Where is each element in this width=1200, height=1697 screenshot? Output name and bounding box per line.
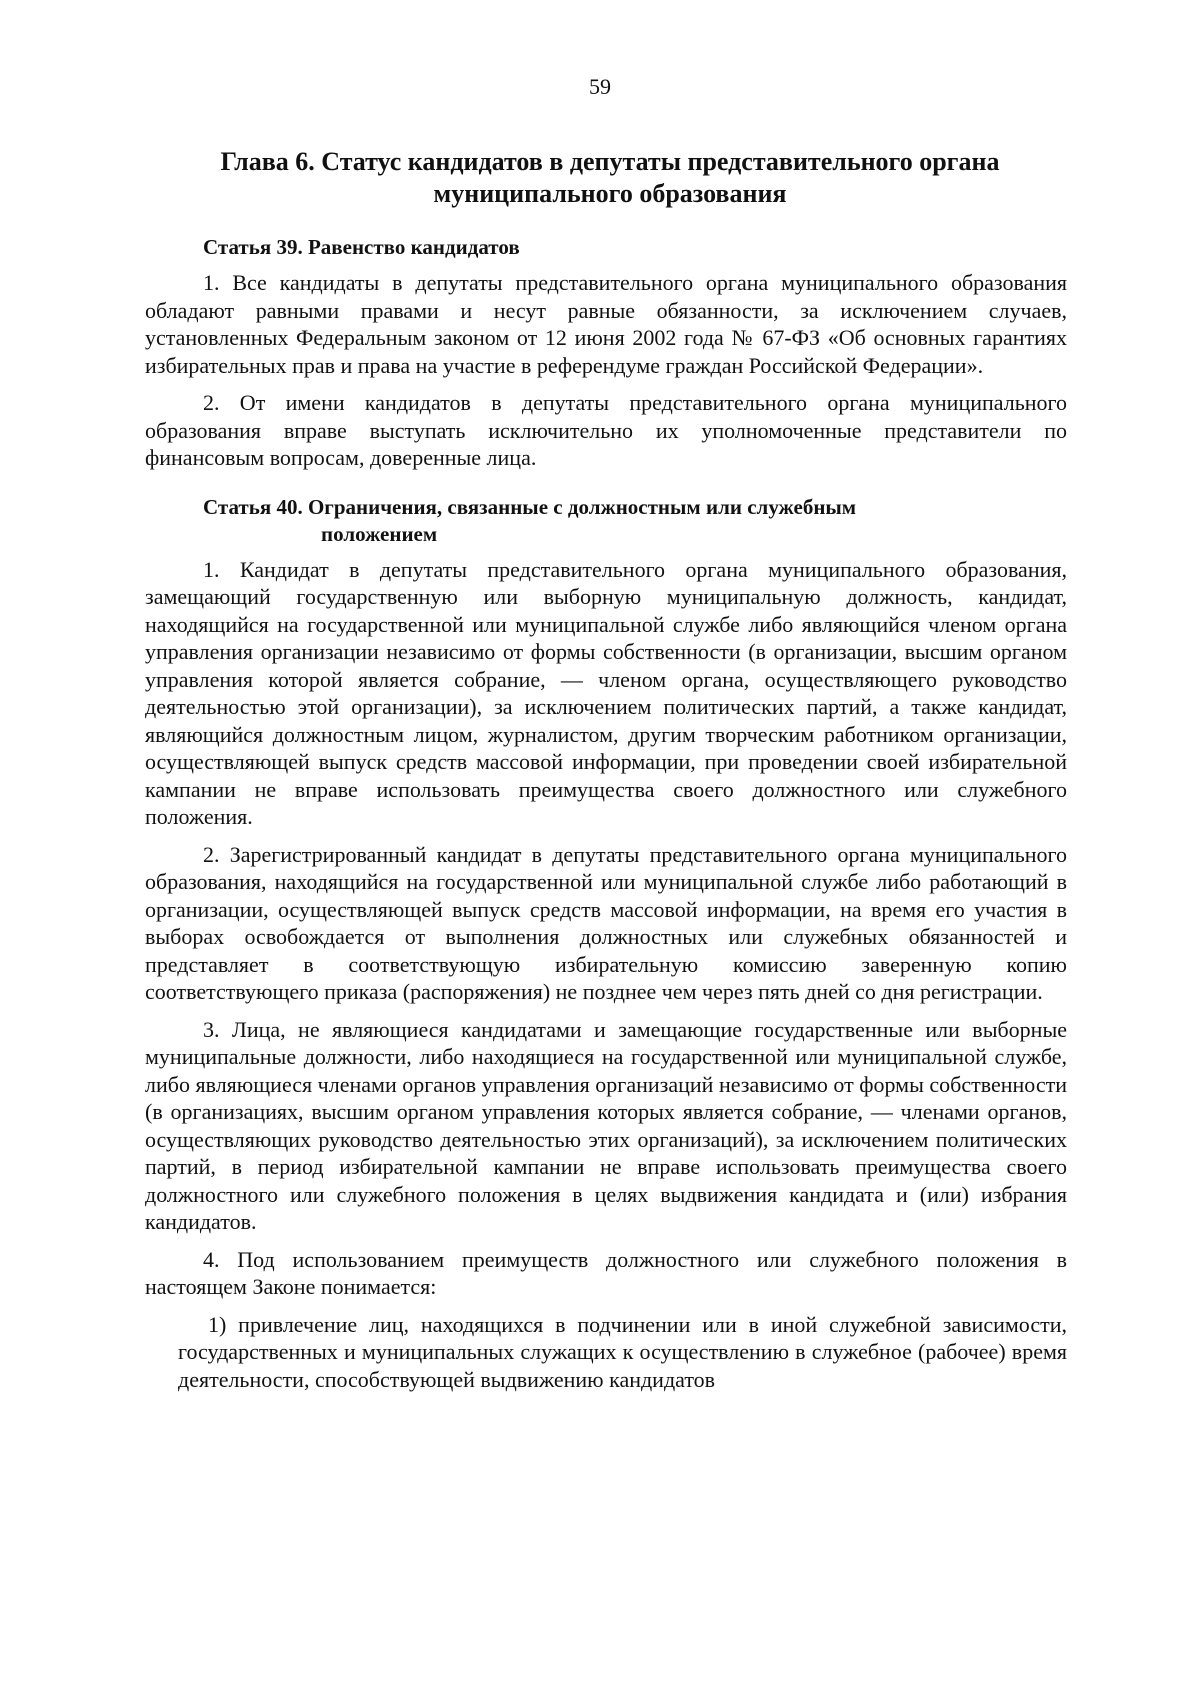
article-40-heading-line1: Статья 40. Ограничения, связанные с должностным или служебным bbox=[203, 494, 857, 519]
article-40-paragraph-1: 1. Кандидат в депутаты представительного органа муниципального образования, замещающий государственную или выборную муниципальную должность, кандидат, находящийся на государственной или муниципальной службе либо являющийся членом органа управления организации независимо от формы собственности (в организации, высшим органом управления которой является собрание, — членом органа, осуществляющего руководство деятельностью этой организации), за исключением политических партий, а также кандидат, являющийся должностным лицом, журналистом, другим творческим работником организации, осуществляющей выпуск средств массовой информации, при проведении своей избирательной кампании не вправе использовать преимущества своего должностного или служебного положения. bbox=[145, 556, 1067, 829]
article-40-heading-line2: положением bbox=[321, 521, 438, 546]
article-40-heading bbox=[145, 494, 1067, 548]
article-40-item-1: 1) привлечение лиц, находящихся в подчинении или в иной служебной зависимости, государственных и муниципальных служащих к осуществлению в служебное (рабочее) время деятельности, способствующей выдвижению кандидатов bbox=[178, 1311, 1067, 1392]
chapter-title bbox=[140, 146, 1080, 210]
article-39-paragraph-1: 1. Все кандидаты в депутаты представительного органа муниципального образования обладают равными правами и несут равные обязанности, за исключением случаев, установленных Федеральным законом от 12 июня 2002 года № 67-ФЗ «Об основных гарантиях избирательных прав и права на участие в референдуме граждан Российской Федерации». bbox=[145, 270, 1067, 378]
page-number: 59 bbox=[589, 74, 611, 99]
article-39-paragraph-2: 2. От имени кандидатов в депутаты представительного органа муниципального образования вправе выступать исключительно их уполномоченные представители по финансовым вопросам, доверенные лица. bbox=[145, 390, 1067, 470]
article-40-paragraph-4: 4. Под использованием преимуществ должностного или служебного положения в настоящем Законе понимается: bbox=[145, 1246, 1067, 1299]
chapter-title-line1: Глава 6. Статус кандидатов в депутаты представительного органа bbox=[220, 147, 1000, 176]
article-40-paragraph-3: 3. Лица, не являющиеся кандидатами и замещающие государственные или выборные муниципальные должности, либо находящиеся на государственной или муниципальной службе, либо являющиеся членами органов управления организаций независимо от формы собственности (в организациях, высшим органом управления которых является собрание, — членами органов, осуществляющих руководство деятельностью этих организаций), за исключением политических партий, в период избирательной кампании не вправе использовать преимущества своего должностного или служебного положения в целях выдвижения кандидата и (или) избрания кандидатов. bbox=[145, 1016, 1067, 1234]
article-40-paragraph-2: 2. Зарегистрированный кандидат в депутаты представительного органа муниципального образования, находящийся на государственной или муниципальной службе либо работающий в организации, осуществляющей выпуск средств массовой информации, на время его участия в выборах освобождается от выполнения должностных или служебных обязанностей и представляет в соответствующую избирательную комиссию заверенную копию соответствующего приказа (распоряжения) не позднее чем через пять дней со дня регистрации. bbox=[145, 841, 1067, 1004]
chapter-title-line2: муниципального образования bbox=[433, 179, 787, 208]
document-body bbox=[145, 234, 1067, 1393]
article-39-heading: Статья 39. Равенство кандидатов bbox=[203, 235, 520, 259]
